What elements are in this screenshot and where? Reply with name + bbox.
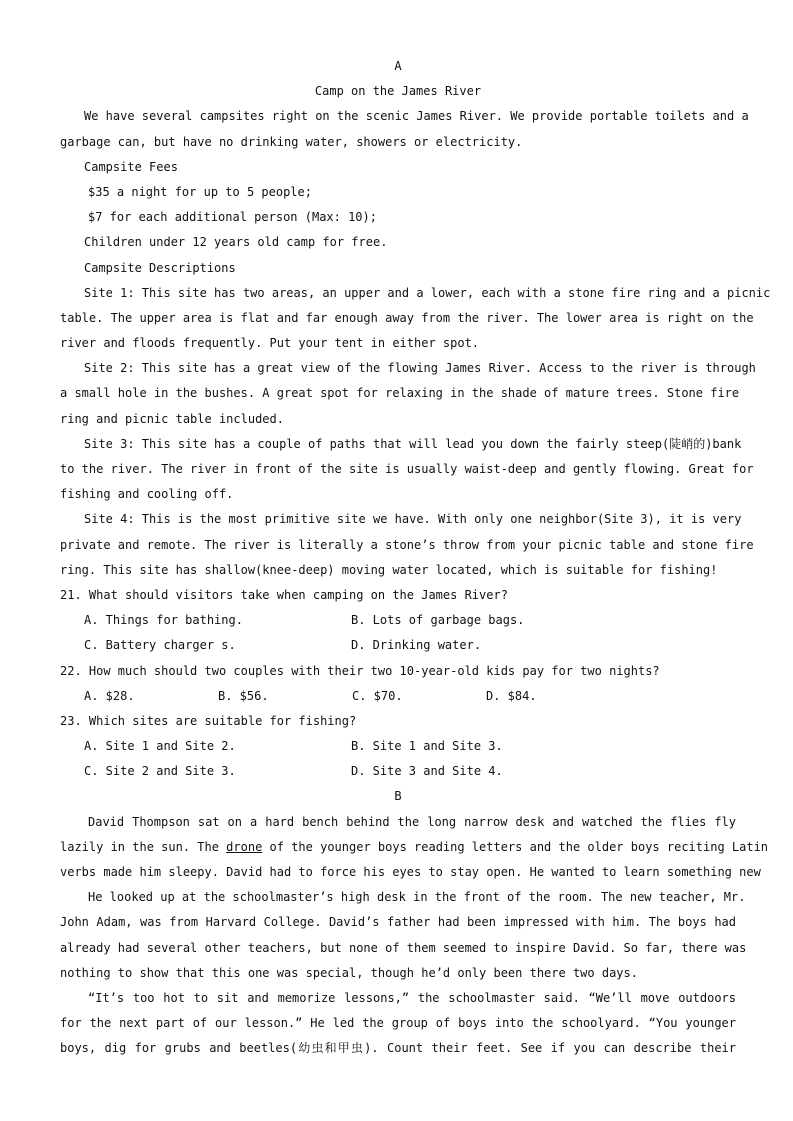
paragraph-line: nothing to show that this one was special, though he’d only been there two days.	[60, 965, 638, 980]
fees-heading: Campsite Fees	[84, 159, 178, 174]
fee-item: $7 for each additional person (Max: 10);	[88, 210, 377, 225]
passage-title: Camp on the James River	[314, 84, 482, 99]
text-fragment: lazily in the sun. The	[60, 839, 227, 854]
site-3-line: to the river. The river in front of the site is usually waist-deep and gently flowing. Great for	[60, 462, 754, 476]
question-23-stem: 23. Which sites are suitable for fishing?	[60, 713, 357, 728]
fee-item: Children under 12 years old camp for free.	[84, 235, 388, 250]
site-4-line: private and remote. The river is literally a stone’s throw from your picnic table and stone fire	[60, 537, 754, 552]
site-1-line: river and floods frequently. Put your tent in either spot.	[60, 336, 480, 351]
option-a: A. Things for bathing.	[84, 613, 243, 628]
question-21-options	[60, 633, 736, 658]
section-a-heading: A	[394, 59, 402, 73]
paragraph-line: David Thompson sat on a hard bench behind the long narrow desk and watched the flies fly	[88, 814, 736, 829]
option-b: B. $56.	[218, 688, 269, 703]
option-c: C. Site 2 and Site 3.	[84, 764, 236, 779]
option-b: B. Site 1 and Site 3.	[351, 739, 503, 754]
text-fragment: of the younger boys reading letters and the older boys reciting Latin	[262, 839, 769, 854]
option-b: B. Lots of garbage bags.	[351, 613, 525, 628]
question-23-options	[60, 734, 736, 759]
site-4-line: ring. This site has shallow(knee-deep) moving water located, which is suitable for fishing!	[60, 562, 718, 577]
section-b-heading: B	[394, 789, 402, 804]
paragraph-line: for the next part of our lesson.” He led the group of boys into the schoolyard. “You younger	[60, 1016, 736, 1031]
paragraph-line: verbs made him sleepy. David had to force his eyes to stay open. He wanted to learn something new	[60, 865, 761, 879]
site-3-line: Site 3: This site has a couple of paths that will lead you down the fairly steep(陡峭的)bank	[84, 436, 742, 451]
option-d: D. Site 3 and Site 4.	[351, 764, 503, 779]
descriptions-heading: Campsite Descriptions	[84, 260, 236, 275]
option-d: D. $84.	[486, 688, 537, 703]
question-22-stem: 22. How much should two couples with their two 10-year-old kids pay for two nights?	[60, 663, 660, 678]
site-2-line: Site 2: This site has a great view of the flowing James River. Access to the river is through	[84, 361, 756, 376]
option-d: D. Drinking water.	[351, 638, 482, 653]
paragraph-line: He looked up at the schoolmaster’s high desk in the front of the room. The new teacher, Mr.	[88, 890, 746, 905]
site-4-line: Site 4: This is the most primitive site we have. With only one neighbor(Site 3), it is very	[84, 512, 742, 527]
option-a: A. $28.	[84, 688, 135, 703]
option-c: C. $70.	[352, 688, 403, 703]
paragraph-line	[60, 835, 769, 860]
question-22-options	[60, 684, 736, 709]
underlined-word: drone	[226, 839, 263, 854]
paragraph-line: “It’s too hot to sit and memorize lessons,” the schoolmaster said. “We’ll move outdoors	[88, 990, 736, 1005]
option-c: C. Battery charger s.	[84, 638, 236, 653]
paragraph-line: John Adam, was from Harvard College. David’s father had been impressed with him. The boys had	[60, 915, 736, 930]
question-21-options	[60, 608, 736, 633]
paragraph-line: already had several other teachers, but none of them seemed to inspire David. So far, there was	[60, 940, 747, 955]
site-3-line: fishing and cooling off.	[60, 487, 234, 502]
paragraph-line: boys, dig for grubs and beetles(幼虫和甲虫). Count their feet. See if you can describe their	[60, 1041, 736, 1056]
question-23-options	[60, 759, 736, 784]
option-a: A. Site 1 and Site 2.	[84, 739, 236, 754]
question-21-stem: 21. What should visitors take when camping on the James River?	[60, 587, 508, 602]
site-2-line: a small hole in the bushes. A great spot for relaxing in the shade of mature trees. Stone fire	[60, 386, 740, 401]
site-1-line: table. The upper area is flat and far enough away from the river. The lower area is right on the	[60, 310, 754, 325]
intro-line: garbage can, but have no drinking water, showers or electricity.	[60, 134, 523, 149]
site-2-line: ring and picnic table included.	[60, 411, 284, 426]
site-1-line: Site 1: This site has two areas, an upper and a lower, each with a stone fire ring and a picnic	[84, 285, 771, 300]
document-page	[60, 54, 771, 1062]
fee-item: $35 a night for up to 5 people;	[88, 184, 312, 199]
intro-line: We have several campsites right on the scenic James River. We provide portable toilets and a	[84, 109, 749, 124]
